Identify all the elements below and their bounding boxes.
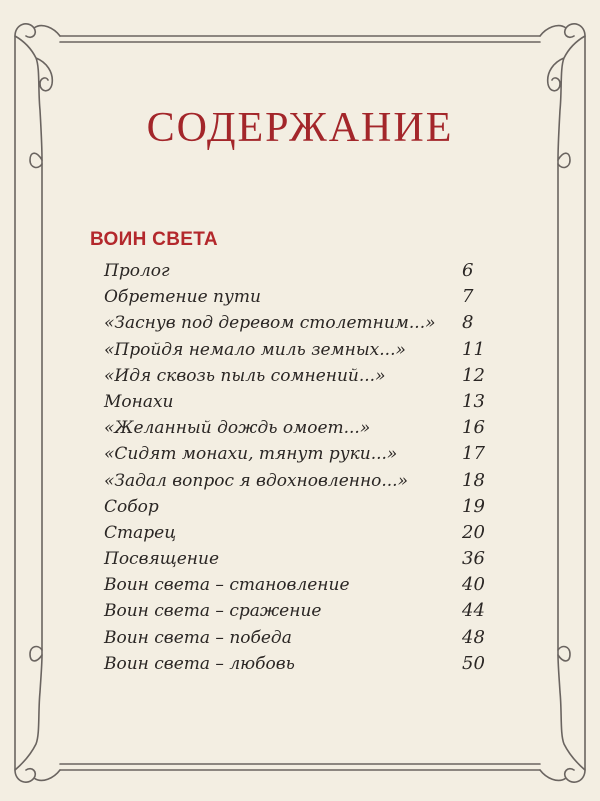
toc-entry[interactable] bbox=[104, 337, 504, 363]
toc-entry-title: «Заснув под деревом столетним...» bbox=[104, 313, 436, 334]
toc-entry-title: «Желанный дождь омоет...» bbox=[104, 418, 371, 439]
toc-entry-title: «Сидят монахи, тянут руки...» bbox=[104, 444, 398, 465]
toc-entry-page-number: 7 bbox=[462, 286, 474, 308]
toc-entry[interactable] bbox=[104, 363, 504, 389]
toc-entry-title: «Идя сквозь пыль сомнений...» bbox=[104, 365, 386, 386]
toc-entry-title: Собор bbox=[104, 496, 159, 517]
toc-entry-page-number: 8 bbox=[462, 312, 474, 334]
section-heading: ВОИН СВЕТА bbox=[90, 229, 218, 250]
toc-entry[interactable] bbox=[104, 258, 504, 284]
toc-entry-page-number: 50 bbox=[462, 652, 485, 674]
toc-entry-title: Воин света – становление bbox=[104, 575, 350, 596]
toc-entry[interactable] bbox=[104, 572, 504, 598]
toc-entry-title: Посвящение bbox=[104, 549, 220, 570]
toc-entry[interactable] bbox=[104, 625, 504, 651]
toc-entry-page-number: 48 bbox=[462, 626, 485, 648]
ornament-bottom-right bbox=[540, 647, 585, 783]
toc-entry-title: Воин света – любовь bbox=[104, 653, 295, 674]
toc-entry-title: «Задал вопрос я вдохновленно...» bbox=[104, 470, 408, 491]
page-title: СОДЕРЖАНИЕ bbox=[146, 105, 454, 151]
table-of-contents bbox=[104, 258, 504, 677]
toc-entry-title: Монахи bbox=[104, 391, 174, 412]
toc-entry-title: Воин света – победа bbox=[104, 627, 292, 648]
toc-entry[interactable] bbox=[104, 520, 504, 546]
toc-entry[interactable] bbox=[104, 598, 504, 624]
toc-entry-title: Обретение пути bbox=[104, 287, 261, 308]
toc-entry-page-number: 17 bbox=[462, 443, 485, 465]
toc-entry[interactable] bbox=[104, 310, 504, 336]
toc-entry-page-number: 20 bbox=[462, 521, 485, 543]
toc-entry[interactable] bbox=[104, 441, 504, 467]
toc-entry-page-number: 12 bbox=[462, 364, 485, 386]
toc-entry-page-number: 18 bbox=[462, 469, 485, 491]
toc-entry-page-number: 13 bbox=[462, 390, 485, 412]
toc-entry-page-number: 11 bbox=[462, 338, 485, 360]
toc-entry-page-number: 16 bbox=[462, 417, 485, 439]
toc-entry-page-number: 40 bbox=[462, 574, 485, 596]
toc-entry[interactable] bbox=[104, 415, 504, 441]
toc-entry[interactable] bbox=[104, 546, 504, 572]
toc-entry[interactable] bbox=[104, 389, 504, 415]
toc-entry-page-number: 36 bbox=[462, 548, 485, 570]
toc-entry-title: «Пройдя немало миль земных...» bbox=[104, 339, 406, 360]
toc-entry[interactable] bbox=[104, 494, 504, 520]
toc-entry[interactable] bbox=[104, 468, 504, 494]
toc-entry[interactable] bbox=[104, 284, 504, 310]
toc-entry-title: Старец bbox=[104, 522, 177, 543]
toc-entry-title: Воин света – сражение bbox=[104, 601, 322, 622]
toc-entry-page-number: 19 bbox=[462, 495, 485, 517]
ornament-bottom-left bbox=[15, 647, 60, 783]
toc-entry-title: Пролог bbox=[104, 261, 170, 281]
toc-entry[interactable] bbox=[104, 651, 504, 677]
toc-entry-page-number: 44 bbox=[462, 600, 485, 622]
toc-entry-page-number: 6 bbox=[462, 260, 474, 281]
